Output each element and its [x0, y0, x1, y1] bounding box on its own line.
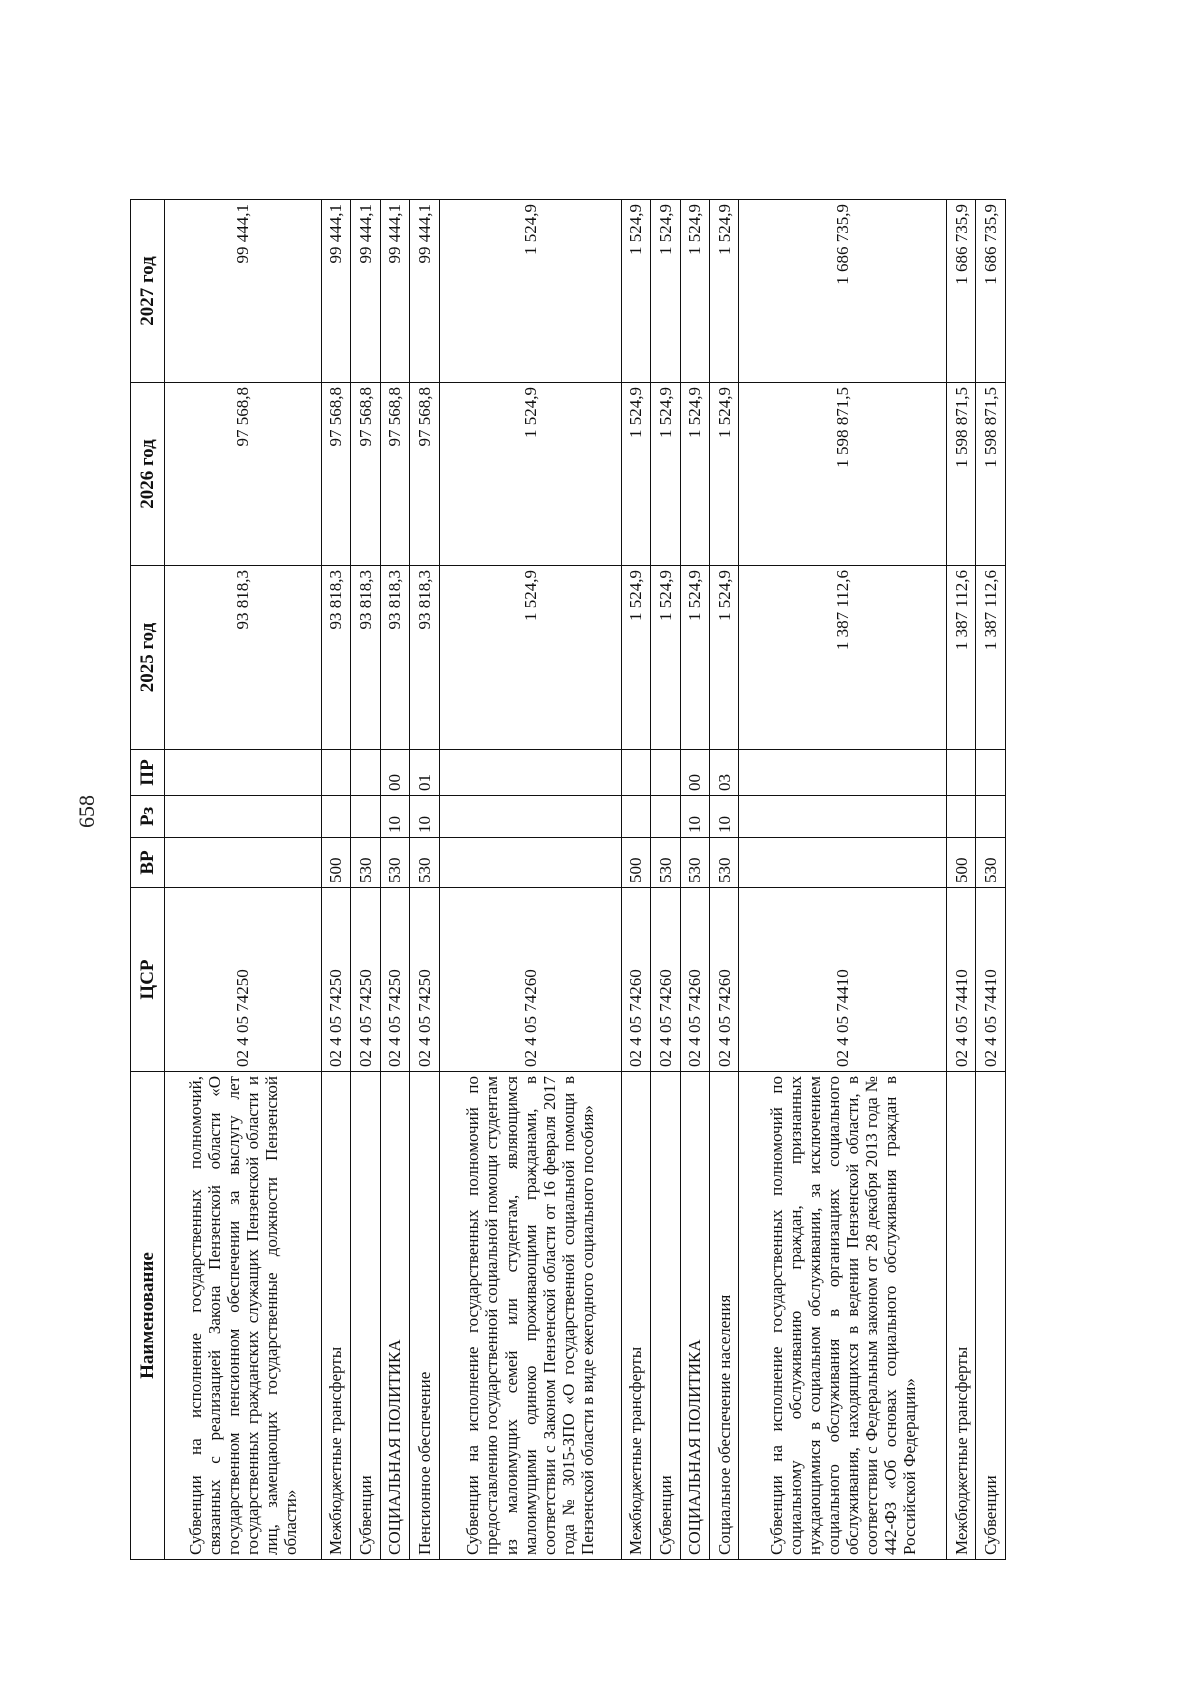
cell-vr: 530: [380, 838, 409, 888]
header-2025: 2025 год: [131, 566, 165, 750]
cell-name: Субвенции: [976, 1072, 1006, 1560]
header-name: Наименование: [131, 1072, 165, 1560]
cell-2026: 97 568,8: [380, 383, 409, 566]
cell-rz: [651, 796, 680, 838]
cell-name: Субвенции на исполнение государственных полномочий, связанных с реализацией Закона Пензенской области «О государственном пенсионном обеспечении за выслугу лет государственных гражданских служащих Пензенской области и лиц, замещающих государственные должности Пензенской области»: [165, 1072, 322, 1560]
cell-rz: 10: [380, 796, 409, 838]
cell-pr: 01: [410, 750, 439, 796]
cell-2027: 1 524,9: [651, 200, 680, 383]
header-2027: 2027 год: [131, 200, 165, 383]
cell-vr: 530: [651, 838, 680, 888]
cell-2027: 99 444,1: [380, 200, 409, 383]
header-csr: ЦСР: [131, 888, 165, 1072]
cell-pr: [439, 750, 621, 796]
cell-csr: 02 4 05 74250: [321, 888, 350, 1072]
cell-2027: 1 686 735,9: [739, 200, 947, 383]
budget-table: [130, 199, 1006, 1560]
cell-2026: 1 598 871,5: [739, 383, 947, 566]
cell-2027: 99 444,1: [351, 200, 380, 383]
cell-2027: 1 524,9: [709, 200, 738, 383]
cell-name: Межбюджетные трансферты: [321, 1072, 350, 1560]
table-body: [165, 200, 1006, 1560]
cell-name: Межбюджетные трансферты: [621, 1072, 650, 1560]
cell-csr: 02 4 05 74250: [165, 888, 322, 1072]
cell-2026: 97 568,8: [410, 383, 439, 566]
cell-rz: [321, 796, 350, 838]
header-vr: ВР: [131, 838, 165, 888]
rotated-table-container: [130, 200, 1006, 1560]
cell-2025: 1 387 112,6: [947, 566, 976, 750]
header-pr: ПР: [131, 750, 165, 796]
cell-vr: [439, 838, 621, 888]
cell-2027: 1 686 735,9: [947, 200, 976, 383]
cell-pr: [976, 750, 1006, 796]
table-row: [321, 200, 350, 1560]
cell-pr: [651, 750, 680, 796]
cell-csr: 02 4 05 74260: [621, 888, 650, 1072]
cell-2025: 93 818,3: [410, 566, 439, 750]
cell-name: СОЦИАЛЬНАЯ ПОЛИТИКА: [680, 1072, 709, 1560]
cell-2026: 97 568,8: [165, 383, 322, 566]
cell-2027: 1 686 735,9: [976, 200, 1006, 383]
cell-rz: 10: [680, 796, 709, 838]
header-rz: Рз: [131, 796, 165, 838]
cell-2025: 1 387 112,6: [976, 566, 1006, 750]
cell-2026: 1 524,9: [651, 383, 680, 566]
cell-2025: 1 524,9: [439, 566, 621, 750]
cell-rz: [165, 796, 322, 838]
cell-2026: 1 598 871,5: [976, 383, 1006, 566]
cell-name: Субвенции на исполнение государственных полномочий по предоставлению государственной социальной помощи студентам из малоимущих семей или студентам, являющимся малоимущими одиноко проживающими гражданами, в соответствии с Законом Пензенской области от 16 февраля 2017 года № 3015-ЗПО «О государственной социальной помощи в Пензенской области в виде ежегодного социального пособия»: [439, 1072, 621, 1560]
cell-vr: [739, 838, 947, 888]
cell-2027: 99 444,1: [165, 200, 322, 383]
cell-2025: 1 524,9: [680, 566, 709, 750]
table-row: [439, 200, 621, 1560]
cell-csr: 02 4 05 74260: [651, 888, 680, 1072]
cell-pr: [321, 750, 350, 796]
cell-2027: 1 524,9: [439, 200, 621, 383]
cell-pr: [947, 750, 976, 796]
cell-csr: 02 4 05 74250: [410, 888, 439, 1072]
cell-name: Пенсионное обеспечение: [410, 1072, 439, 1560]
cell-2026: 97 568,8: [351, 383, 380, 566]
cell-2025: 93 818,3: [351, 566, 380, 750]
cell-name: Субвенции на исполнение государственных полномочий по социальному обслуживанию граждан, признанных нуждающимися в социальном обслуживании, за исключением социального обслуживания в организациях социального обслуживания, находящихся в ведении Пензенской области, в соответствии с Федеральным законом от 28 декабря 2013 года № 442-ФЗ «Об основах социального обслуживания граждан в Российской Федерации»: [739, 1072, 947, 1560]
cell-pr: [165, 750, 322, 796]
cell-csr: 02 4 05 74410: [947, 888, 976, 1072]
cell-2025: 1 524,9: [709, 566, 738, 750]
cell-rz: [621, 796, 650, 838]
cell-pr: 00: [680, 750, 709, 796]
table-row: [947, 200, 976, 1560]
cell-vr: 530: [680, 838, 709, 888]
table-row: [380, 200, 409, 1560]
cell-rz: [976, 796, 1006, 838]
cell-vr: 530: [410, 838, 439, 888]
table-row: [739, 200, 947, 1560]
cell-name: Субвенции: [351, 1072, 380, 1560]
table-row: [976, 200, 1006, 1560]
table-row: [621, 200, 650, 1560]
cell-rz: 10: [709, 796, 738, 838]
cell-2025: 1 524,9: [621, 566, 650, 750]
cell-2027: 1 524,9: [621, 200, 650, 383]
cell-pr: [621, 750, 650, 796]
cell-vr: 530: [351, 838, 380, 888]
cell-2025: 93 818,3: [321, 566, 350, 750]
cell-csr: 02 4 05 74260: [680, 888, 709, 1072]
cell-2026: 1 524,9: [709, 383, 738, 566]
cell-name: Субвенции: [651, 1072, 680, 1560]
cell-name: СОЦИАЛЬНАЯ ПОЛИТИКА: [380, 1072, 409, 1560]
cell-csr: 02 4 05 74260: [439, 888, 621, 1072]
cell-vr: 500: [621, 838, 650, 888]
cell-2027: 1 524,9: [680, 200, 709, 383]
cell-pr: [351, 750, 380, 796]
cell-vr: 530: [709, 838, 738, 888]
cell-csr: 02 4 05 74260: [709, 888, 738, 1072]
table-row: [709, 200, 738, 1560]
cell-vr: 500: [947, 838, 976, 888]
table-row: [680, 200, 709, 1560]
cell-2025: 1 387 112,6: [739, 566, 947, 750]
cell-2026: 1 524,9: [621, 383, 650, 566]
cell-rz: [947, 796, 976, 838]
cell-vr: 530: [976, 838, 1006, 888]
cell-2025: 93 818,3: [165, 566, 322, 750]
cell-csr: 02 4 05 74250: [351, 888, 380, 1072]
cell-vr: [165, 838, 322, 888]
table-row: [165, 200, 322, 1560]
table-row: [351, 200, 380, 1560]
table-row: [410, 200, 439, 1560]
cell-2026: 97 568,8: [321, 383, 350, 566]
cell-2025: 93 818,3: [380, 566, 409, 750]
cell-2026: 1 524,9: [439, 383, 621, 566]
cell-rz: [351, 796, 380, 838]
cell-2027: 99 444,1: [410, 200, 439, 383]
cell-name: Социальное обеспечение населения: [709, 1072, 738, 1560]
cell-csr: 02 4 05 74410: [739, 888, 947, 1072]
cell-2027: 99 444,1: [321, 200, 350, 383]
cell-pr: 00: [380, 750, 409, 796]
cell-rz: 10: [410, 796, 439, 838]
table-header-row: [131, 200, 165, 1560]
page-number: 658: [74, 795, 99, 828]
header-2026: 2026 год: [131, 383, 165, 566]
cell-pr: 03: [709, 750, 738, 796]
cell-csr: 02 4 05 74250: [380, 888, 409, 1072]
cell-pr: [739, 750, 947, 796]
cell-rz: [439, 796, 621, 838]
cell-2026: 1 524,9: [680, 383, 709, 566]
cell-rz: [739, 796, 947, 838]
table-row: [651, 200, 680, 1560]
cell-name: Межбюджетные трансферты: [947, 1072, 976, 1560]
cell-2026: 1 598 871,5: [947, 383, 976, 566]
cell-vr: 500: [321, 838, 350, 888]
cell-csr: 02 4 05 74410: [976, 888, 1006, 1072]
cell-2025: 1 524,9: [651, 566, 680, 750]
